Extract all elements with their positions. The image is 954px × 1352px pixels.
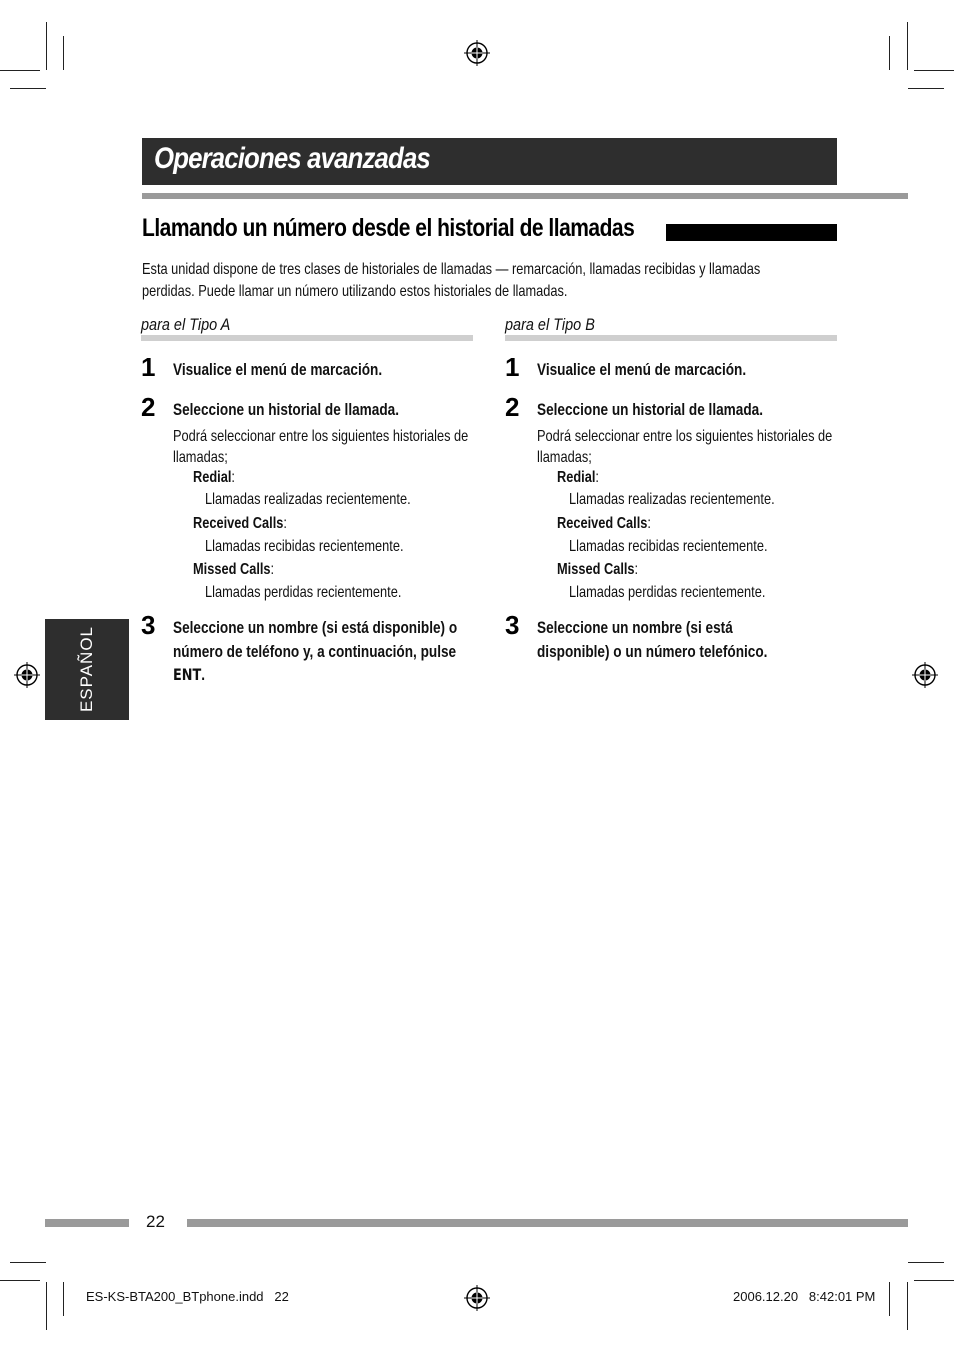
option-description: Llamadas realizadas recientemente. [205,491,411,508]
column-label: para el Tipo B [505,315,595,334]
option-description: Llamadas realizadas recientemente. [569,491,775,508]
intro-paragraph: Esta unidad dispone de tres clases de historiales de llamadas — remarcación, llamadas recibidas y llamadas perdidas. Puede llamar un número utilizando estos historiales de llamadas. [142,261,761,300]
footer-bar [45,1219,129,1227]
option-description: Llamadas perdidas recientemente. [205,584,402,601]
option-name: Redial [193,469,232,486]
chapter-title: Operaciones avanzadas [154,142,430,175]
language-tab [45,619,129,720]
step-text: Seleccione un historial de llamada. [173,400,399,419]
language-label: ESPAÑOL [77,625,96,713]
step-text: Visualice el menú de marcación. [537,360,747,379]
step-text: Seleccione un historial de llamada. [537,400,763,419]
option-redial: Redial: [557,469,599,486]
column-type-b [505,314,837,661]
option-name: Missed Calls [557,561,635,578]
column-type-a [141,314,473,684]
registration-mark-icon [464,1285,490,1311]
step-text: Seleccione un nombre (si está disponible) o un número telefónico. [537,618,768,661]
print-slug-file: ES-KS-BTA200_BTphone.indd 22 [86,1289,289,1304]
registration-mark-icon [14,662,40,688]
section-heading: Llamando un número desde el historial de llamadas [142,214,635,242]
step-text: Visualice el menú de marcación. [173,360,383,379]
step-number: 3 [141,610,156,640]
print-slug-date: 2006.12.20 8:42:01 PM [733,1289,876,1304]
step-number: 1 [505,352,520,382]
step-2-description: Podrá seleccionar entre los siguientes historiales de llamadas; [173,428,469,466]
option-redial: Redial: [193,469,235,486]
step-number: 2 [505,392,520,422]
option-description: Llamadas perdidas recientemente. [569,584,766,601]
option-name: Redial [557,469,596,486]
option-name: Missed Calls [193,561,271,578]
option-missed-calls: Missed Calls: [557,561,639,578]
column-label: para el Tipo A [141,315,231,334]
step-number: 2 [141,392,156,422]
footer-bar [187,1219,908,1227]
ent-key-label: ENT [173,665,202,684]
registration-mark-icon [464,40,490,66]
registration-mark-icon [912,662,938,688]
step-number: 3 [505,610,520,640]
step-number: 1 [141,352,156,382]
option-name: Received Calls [193,515,284,532]
option-name: Received Calls [557,515,648,532]
step-text-after: . [201,665,205,684]
step-text [173,616,477,687]
title-rule [142,193,908,199]
option-description: Llamadas recibidas recientemente. [569,538,768,555]
step-2-description: Podrá seleccionar entre los siguientes historiales de llamadas; [537,428,833,466]
option-missed-calls: Missed Calls: [193,561,275,578]
option-received-calls: Received Calls: [193,515,287,532]
chapter-title-bar [142,138,837,185]
page-number: 22 [146,1212,165,1231]
option-received-calls: Received Calls: [557,515,651,532]
option-description: Llamadas recibidas recientemente. [205,538,404,555]
heading-bar [666,224,837,241]
step-text-before: Seleccione un nombre (si está disponible) o número de teléfono y, a continuación, pulse [173,618,458,661]
